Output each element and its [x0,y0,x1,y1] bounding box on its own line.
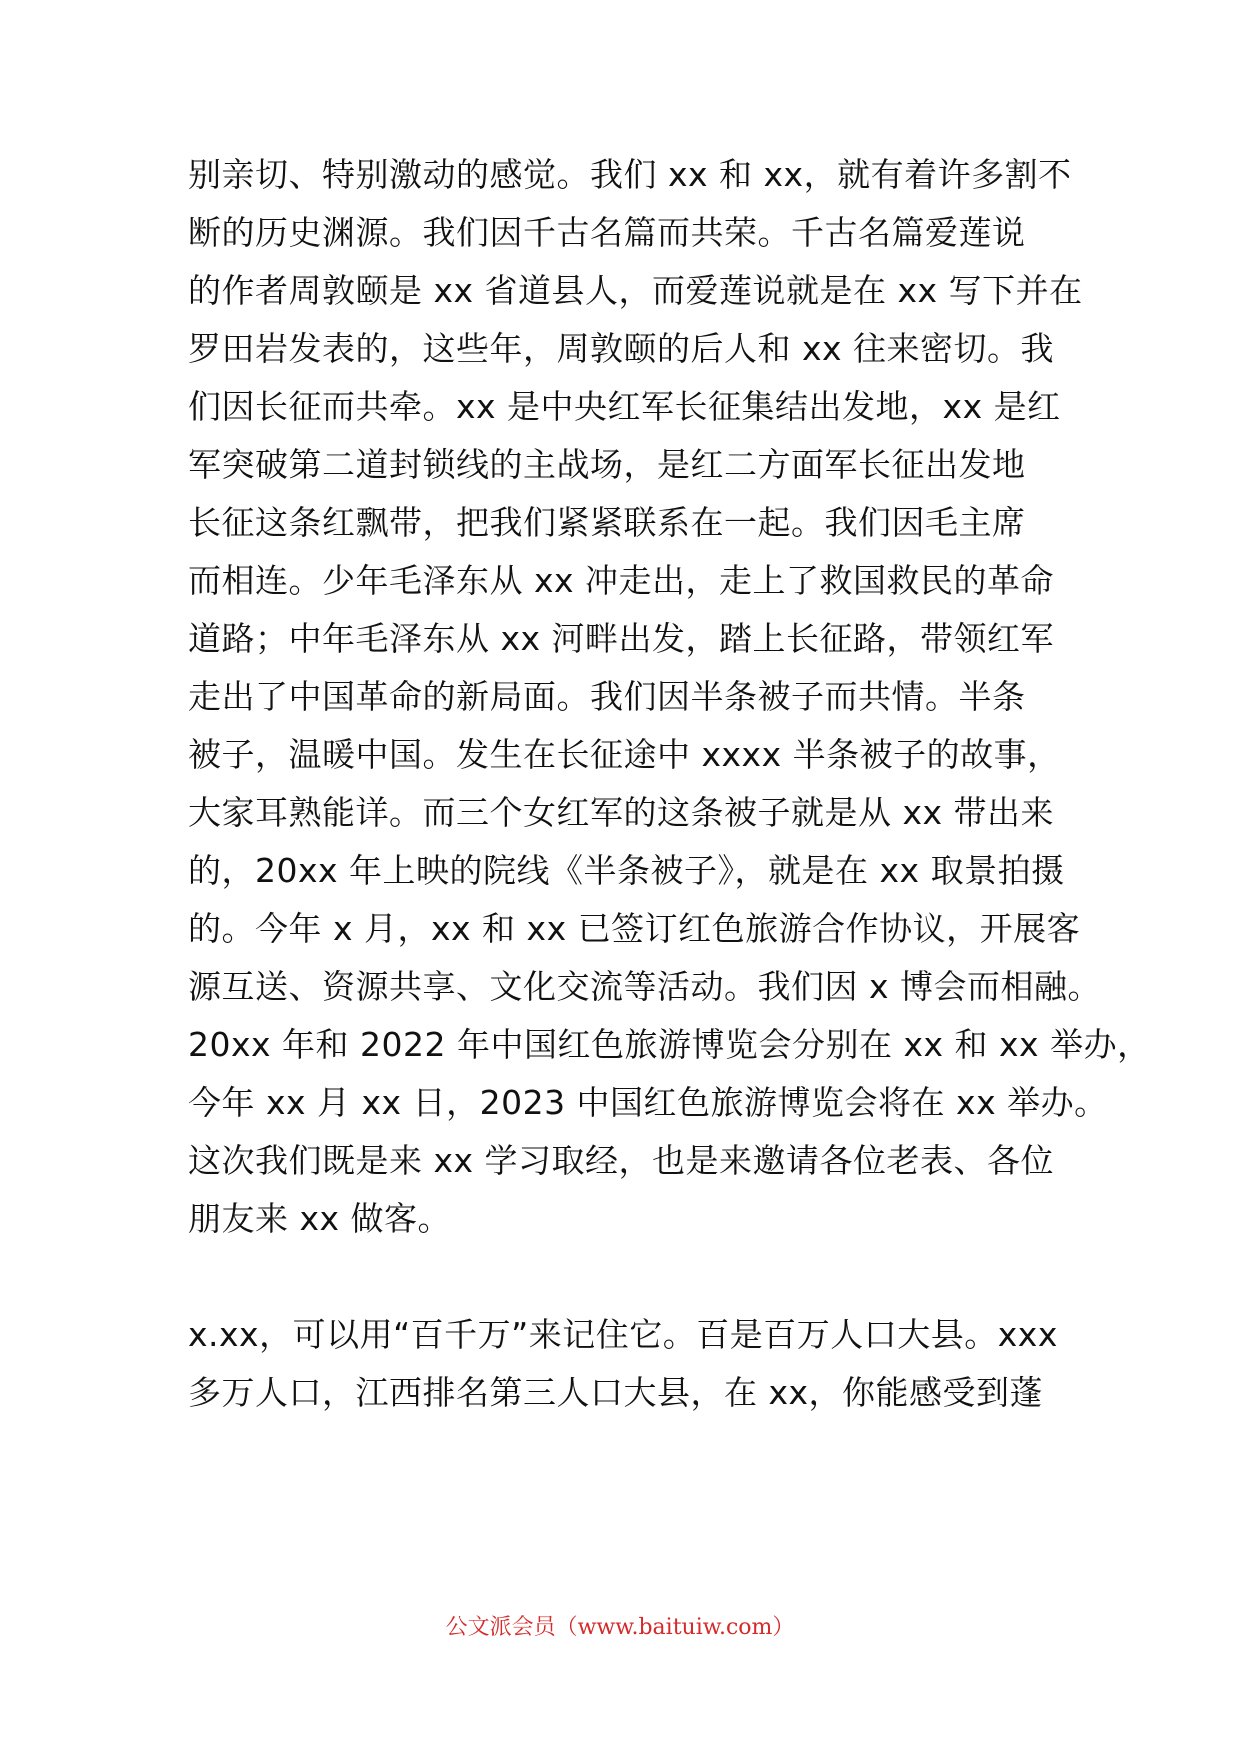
footer-watermark: 公文派会员（www.baituiw.com） [445,1615,795,1640]
text-line: 的。今年 x 月，xx 和 xx 已签订红色旅游合作协议，开展客 [188,909,1081,948]
text-line: 断的历史渊源。我们因千古名篇而共荣。千古名篇爱莲说 [188,213,1026,252]
text-line: 罗田岩发表的，这些年，周敦颐的后人和 xx 往来密切。我 [188,329,1055,368]
text-line: 20xx 年和 2022 年中国红色旅游博览会分别在 xx 和 xx 举办， [188,1025,1151,1064]
text-line: 走出了中国革命的新局面。我们因半条被子而共情。半条 [188,677,1026,716]
text-line: 多万人口，江西排名第三人口大县，在 xx，你能感受到蓬 [188,1373,1044,1412]
text-line: 道路；中年毛泽东从 xx 河畔出发，踏上长征路，带领红军 [188,619,1055,658]
text-line: 朋友来 xx 做客。 [188,1199,452,1238]
text-line: 长征这条红飘带，把我们紧紧联系在一起。我们因毛主席 [188,503,1026,542]
text-line: 大家耳熟能详。而三个女红军的这条被子就是从 xx 带出来 [188,793,1055,832]
text-line: 的作者周敦颐是 xx 省道县人，而爱莲说就是在 xx 写下并在 [188,271,1083,310]
text-line: 今年 xx 月 xx 日，2023 中国红色旅游博览会将在 xx 举办。 [188,1083,1108,1122]
text-line: 们因长征而共牵。xx 是中央红军长征集结出发地，xx 是红 [188,387,1061,426]
text-line: 被子，温暖中国。发生在长征途中 xxxx 半条被子的故事， [188,735,1061,774]
text-line: 的，20xx 年上映的院线《半条被子》，就是在 xx 取景拍摄 [188,851,1065,890]
text-line: 别亲切、特别激动的感觉。我们 xx 和 xx，就有着许多割不 [188,155,1072,194]
text-line: x.xx，可以用“百千万”来记住它。百是百万人口大县。xxx [188,1315,1058,1354]
text-line: 源互送、资源共享、文化交流等活动。我们因 x 博会而相融。 [188,967,1102,1006]
text-line: 而相连。少年毛泽东从 xx 冲走出，走上了救国救民的革命 [188,561,1055,600]
text-line: 这次我们既是来 xx 学习取经，也是来邀请各位老表、各位 [188,1141,1055,1180]
text-line: 军突破第二道封锁线的主战场，是红二方面军长征出发地 [188,445,1026,484]
